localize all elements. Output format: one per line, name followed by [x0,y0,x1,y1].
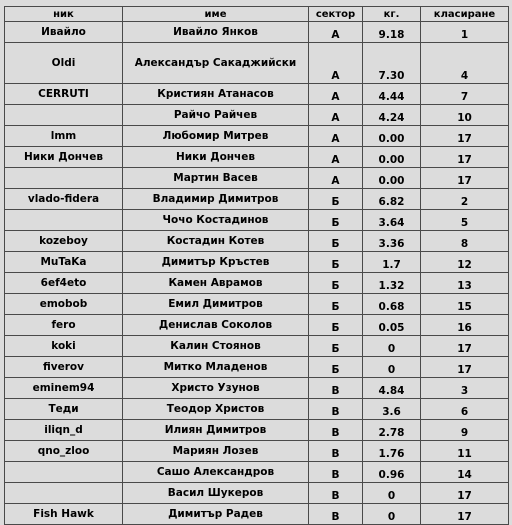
cell-kg: 3.6 [363,399,421,420]
cell-sector: A [309,168,363,189]
cell-sector: Б [309,294,363,315]
cell-name: Владимир Димитров [123,189,309,210]
results-table-body [5,7,509,525]
cell-rank: 17 [421,336,509,357]
cell-nick: Ники Дончев [5,147,123,168]
table-row [5,105,509,126]
cell-name: Емил Димитров [123,294,309,315]
header-rank: класиране [421,7,509,22]
table-row [5,315,509,336]
cell-nick: kozeboy [5,231,123,252]
cell-rank: 11 [421,441,509,462]
cell-rank: 16 [421,315,509,336]
cell-nick [5,483,123,504]
cell-nick: eminem94 [5,378,123,399]
table-row [5,252,509,273]
cell-kg: 1.7 [363,252,421,273]
cell-name: Любомир Митрев [123,126,309,147]
cell-rank: 5 [421,210,509,231]
cell-sector: A [309,22,363,43]
cell-rank: 7 [421,84,509,105]
cell-kg: 0 [363,336,421,357]
cell-rank: 13 [421,273,509,294]
table-row [5,231,509,252]
cell-nick: MuTaKa [5,252,123,273]
cell-nick: iliqn_d [5,420,123,441]
header-name: име [123,7,309,22]
cell-kg: 1.76 [363,441,421,462]
cell-name: Александър Сакаджийски [123,43,309,84]
cell-sector: Б [309,273,363,294]
table-row [5,273,509,294]
cell-sector: A [309,126,363,147]
cell-sector: Б [309,357,363,378]
cell-sector: A [309,43,363,84]
cell-rank: 3 [421,378,509,399]
cell-name: Ники Дончев [123,147,309,168]
cell-rank: 10 [421,105,509,126]
cell-sector: Б [309,252,363,273]
cell-nick [5,210,123,231]
table-row [5,43,509,84]
cell-rank: 4 [421,43,509,84]
cell-nick: koki [5,336,123,357]
cell-nick: CERRUTI [5,84,123,105]
table-row [5,504,509,525]
table-row [5,126,509,147]
cell-name: Теодор Христов [123,399,309,420]
cell-kg: 0.05 [363,315,421,336]
table-row [5,336,509,357]
cell-name: Димитър Радев [123,504,309,525]
cell-name: Калин Стоянов [123,336,309,357]
cell-name: Христо Узунов [123,378,309,399]
cell-nick: vlado-fidera [5,189,123,210]
cell-rank: 17 [421,126,509,147]
cell-kg: 0.00 [363,168,421,189]
cell-kg: 0 [363,504,421,525]
cell-sector: В [309,441,363,462]
cell-kg: 3.64 [363,210,421,231]
cell-kg: 0 [363,357,421,378]
cell-kg: 4.44 [363,84,421,105]
cell-sector: Б [309,336,363,357]
table-row [5,210,509,231]
cell-name: Димитър Кръстев [123,252,309,273]
cell-sector: A [309,147,363,168]
cell-sector: A [309,105,363,126]
cell-name: Сашо Александров [123,462,309,483]
cell-kg: 7.30 [363,43,421,84]
cell-nick: Ивайло [5,22,123,43]
cell-name: Илиян Димитров [123,420,309,441]
table-row [5,357,509,378]
cell-kg: 6.82 [363,189,421,210]
cell-nick: Теди [5,399,123,420]
table-row [5,441,509,462]
cell-sector: В [309,399,363,420]
cell-sector: В [309,483,363,504]
header-row [5,7,509,22]
cell-sector: Б [309,231,363,252]
cell-nick: 6ef4eto [5,273,123,294]
cell-kg: 0 [363,483,421,504]
cell-name: Митко Младенов [123,357,309,378]
table-row [5,378,509,399]
cell-kg: 1.32 [363,273,421,294]
cell-nick [5,105,123,126]
cell-kg: 3.36 [363,231,421,252]
cell-nick: fiverov [5,357,123,378]
table-row [5,399,509,420]
cell-sector: Б [309,210,363,231]
cell-kg: 0.96 [363,462,421,483]
cell-nick: fero [5,315,123,336]
cell-name: Райчо Райчев [123,105,309,126]
cell-sector: В [309,504,363,525]
table-row [5,147,509,168]
cell-name: Мартин Васев [123,168,309,189]
table-row [5,483,509,504]
cell-name: Ивайло Янков [123,22,309,43]
cell-rank: 1 [421,22,509,43]
cell-sector: Б [309,315,363,336]
table-row [5,294,509,315]
cell-sector: A [309,84,363,105]
cell-name: Кристиян Атанасов [123,84,309,105]
cell-rank: 2 [421,189,509,210]
cell-rank: 6 [421,399,509,420]
cell-nick: lmm [5,126,123,147]
cell-rank: 17 [421,168,509,189]
cell-kg: 2.78 [363,420,421,441]
cell-kg: 4.84 [363,378,421,399]
cell-sector: Б [309,189,363,210]
cell-rank: 17 [421,147,509,168]
cell-name: Камен Аврамов [123,273,309,294]
cell-nick [5,168,123,189]
table-row [5,22,509,43]
cell-name: Мариян Лозев [123,441,309,462]
cell-nick: Oldi [5,43,123,84]
cell-kg: 4.24 [363,105,421,126]
table-row [5,462,509,483]
cell-sector: В [309,378,363,399]
cell-nick: qno_zloo [5,441,123,462]
cell-rank: 17 [421,483,509,504]
table-row [5,84,509,105]
cell-sector: В [309,462,363,483]
cell-name: Васил Шукеров [123,483,309,504]
cell-sector: В [309,420,363,441]
results-table [4,6,509,525]
cell-kg: 0.68 [363,294,421,315]
cell-rank: 17 [421,357,509,378]
cell-nick: emobob [5,294,123,315]
cell-kg: 9.18 [363,22,421,43]
cell-kg: 0.00 [363,126,421,147]
header-nick: ник [5,7,123,22]
cell-rank: 14 [421,462,509,483]
cell-nick [5,462,123,483]
cell-nick: Fish Hawk [5,504,123,525]
cell-kg: 0.00 [363,147,421,168]
cell-rank: 9 [421,420,509,441]
cell-rank: 17 [421,504,509,525]
table-row [5,168,509,189]
table-row [5,420,509,441]
table-row [5,189,509,210]
cell-name: Денислав Соколов [123,315,309,336]
header-kg: кг. [363,7,421,22]
header-sector: сектор [309,7,363,22]
cell-name: Чочо Костадинов [123,210,309,231]
cell-name: Костадин Котев [123,231,309,252]
cell-rank: 12 [421,252,509,273]
cell-rank: 8 [421,231,509,252]
cell-rank: 15 [421,294,509,315]
